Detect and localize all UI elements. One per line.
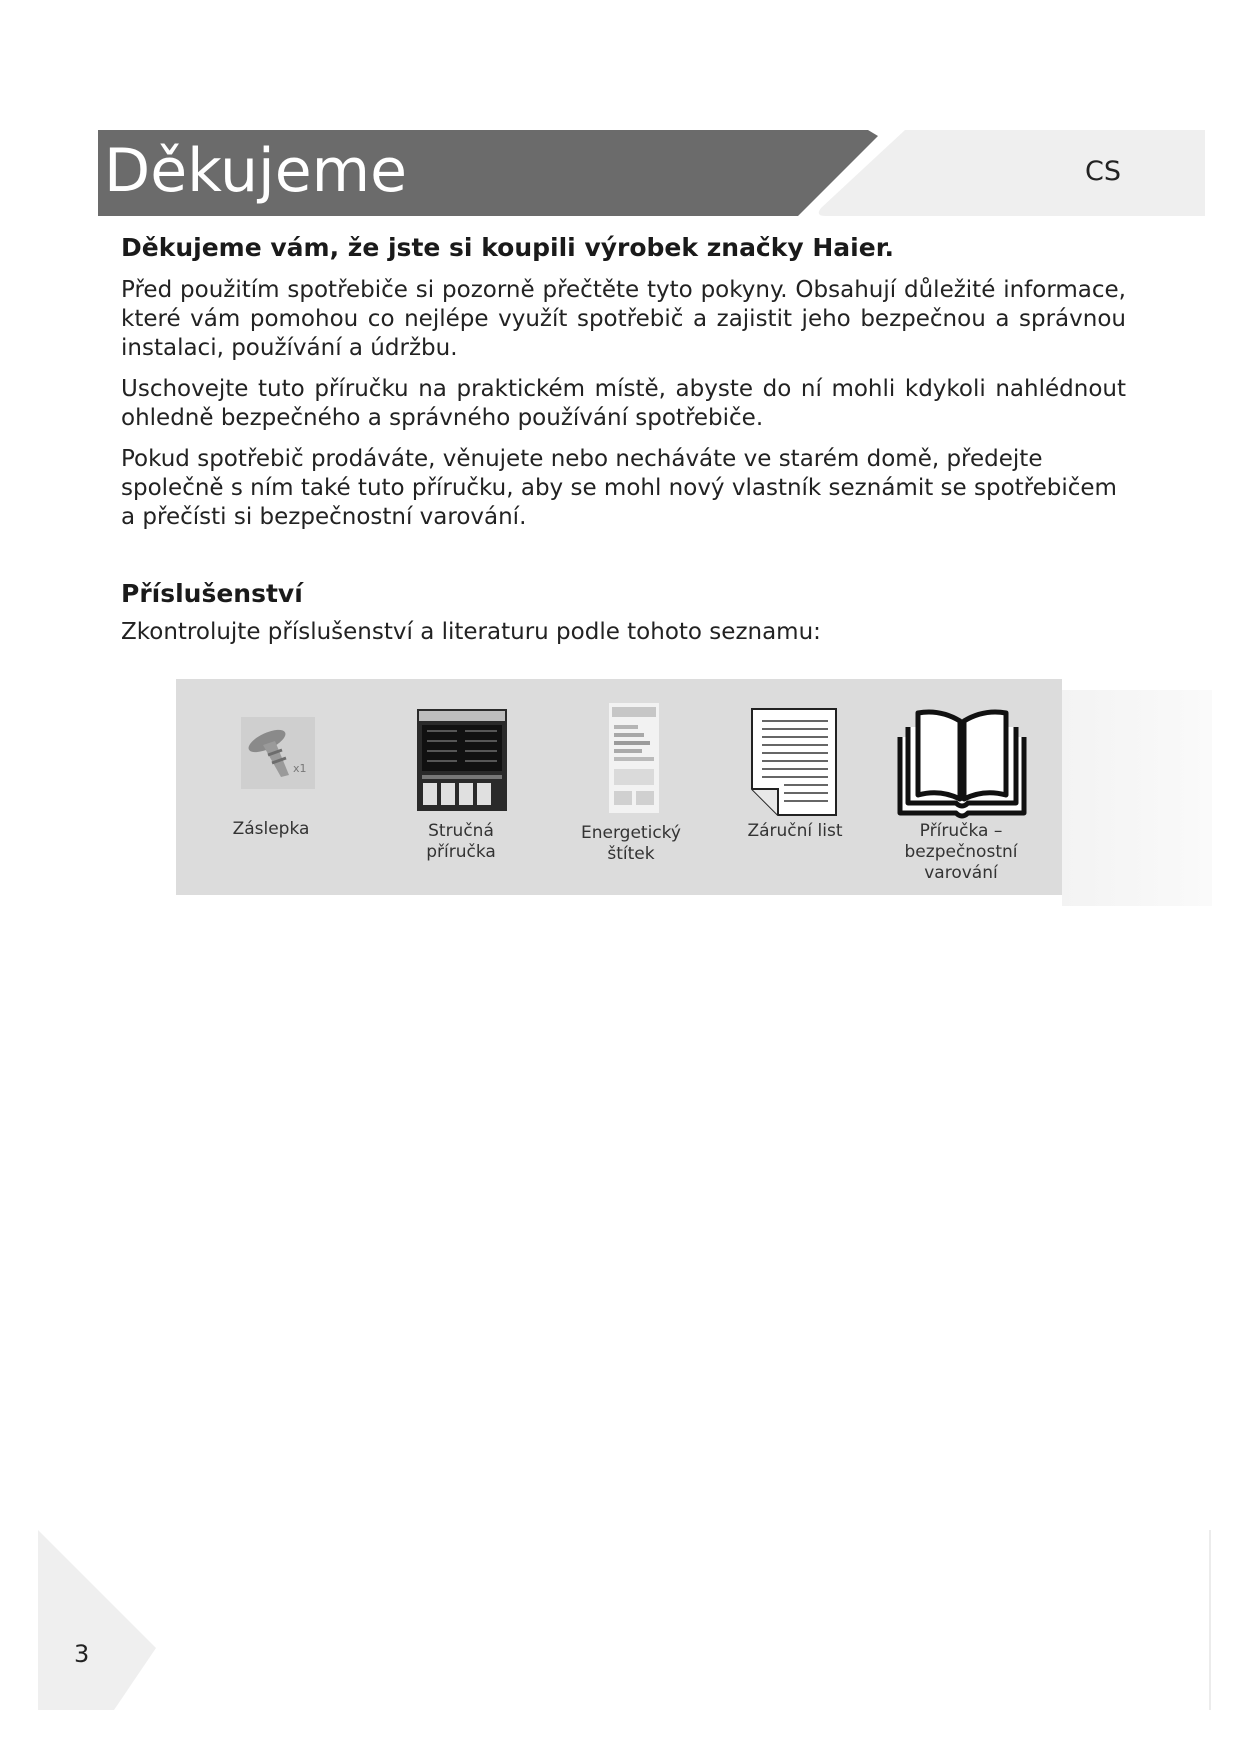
content xyxy=(121,230,1126,659)
language-tab xyxy=(815,130,1205,216)
intro-paragraph: Před použitím spotřebiče si pozorně přečtěte tyto pokyny. Obsahují důležité informace, které vám pomohou co nejlépe využít spotřebič a zajistit jeho bezpečnou a správnou instalaci, používání a údržbu. xyxy=(121,277,1126,361)
accessory-label: Záruční list xyxy=(747,821,843,841)
quantity-badge: x1 xyxy=(293,762,307,775)
accessory-item-plug-cap xyxy=(186,679,356,895)
panel-shadow xyxy=(1062,690,1212,906)
language-code: CS xyxy=(1085,156,1121,187)
intro-paragraph: Uschovejte tuto příručku na praktickém místě, abyste do ní mohli kdykoli nahlédnout ohledně bezpečného a správného používání spotřebiče. xyxy=(121,376,1126,431)
plug-cap-icon xyxy=(241,717,315,789)
quick-guide-icon xyxy=(417,709,507,811)
accessory-label: Příručka – bezpečnostní varování xyxy=(904,821,1018,883)
accessory-label: Záslepka xyxy=(232,819,310,839)
accessories-description: Zkontrolujte příslušenství a literaturu podle tohoto seznamu: xyxy=(121,619,821,645)
page-title: Děkujeme xyxy=(104,136,407,206)
accessory-label: Energetický štítek xyxy=(581,823,681,864)
intro-subtitle: Děkujeme vám, že jste si koupili výrobek značky Haier. xyxy=(121,233,894,262)
accessories-panel xyxy=(176,679,1062,895)
accessory-label: Stručná příručka xyxy=(426,821,496,862)
page-number: 3 xyxy=(74,1640,90,1668)
page-corner-shape xyxy=(38,1530,158,1710)
accessories-title: Příslušenství xyxy=(121,579,303,608)
accessory-item-safety-manual xyxy=(876,679,1046,895)
accessory-item-energy-label xyxy=(546,679,716,895)
intro-paragraph: Pokud spotřebič prodáváte, věnujete nebo necháváte ve starém domě, předejte společně s ním také tuto příručku, aby se mohl nový vlastník seznámit se spotřebičem a přečísti si bezpečnostní varování. xyxy=(121,446,1117,530)
right-edge-rule xyxy=(1209,1530,1211,1710)
energy-label-icon xyxy=(609,703,659,813)
safety-manual-icon xyxy=(896,707,1028,819)
accessory-item-quick-guide xyxy=(376,679,546,895)
warranty-card-icon xyxy=(750,707,840,817)
accessory-item-warranty xyxy=(710,679,880,895)
